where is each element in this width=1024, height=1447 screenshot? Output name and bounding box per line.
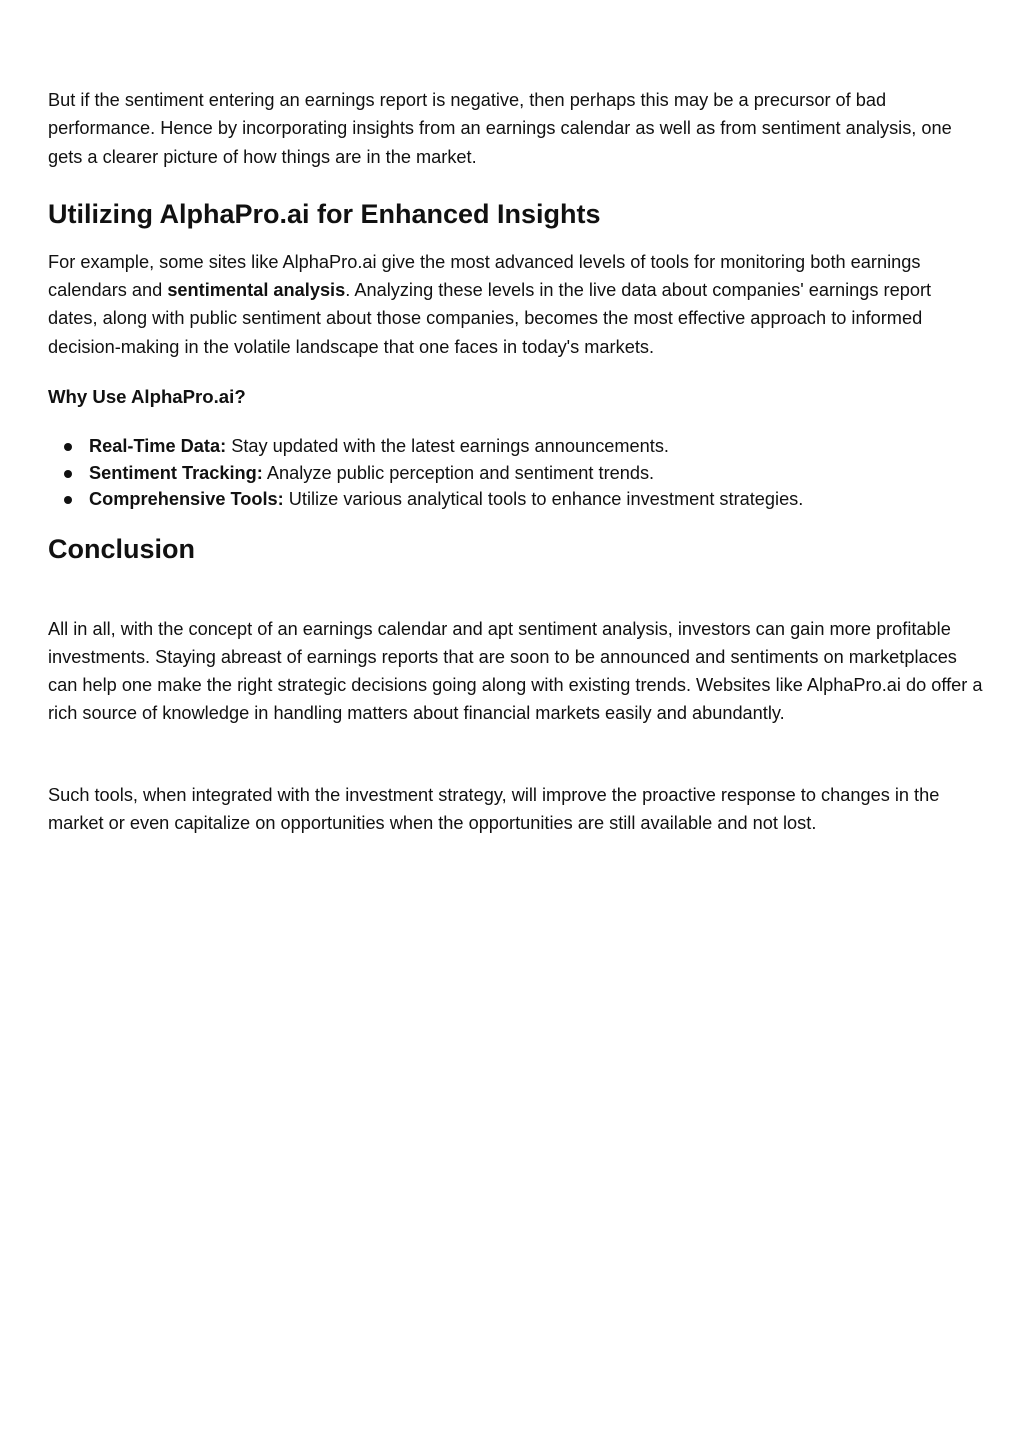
list-item bbox=[48, 433, 983, 460]
document-page bbox=[48, 86, 983, 837]
sentimental-analysis-bold: sentimental analysis bbox=[167, 280, 346, 301]
list-item bbox=[48, 486, 983, 513]
bullet-icon bbox=[64, 443, 72, 451]
alphapro-section-heading: Utilizing AlphaPro.ai for Enhanced Insights bbox=[48, 198, 601, 229]
conclusion-heading: Conclusion bbox=[48, 533, 195, 564]
feature-label: Comprehensive Tools: bbox=[89, 489, 284, 510]
bullet-icon bbox=[64, 496, 72, 504]
feature-label: Real-Time Data: bbox=[89, 436, 227, 457]
conclusion-paragraph-1: All in all, with the concept of an earnings calendar and apt sentiment analysis, investors can gain more profitable investments. Staying abreast of earnings reports that are soon to be announced and sentiments on marketplaces can help one make the right strategic decisions going along with existing trends. Websites like AlphaPro.ai do offer a rich source of knowledge in handling matters about financial markets easily and abundantly. bbox=[48, 618, 983, 724]
conclusion-paragraph-2: Such tools, when integrated with the investment strategy, will improve the proactive response to changes in the market or even capitalize on opportunities when the opportunities are still available and not lost. bbox=[48, 784, 940, 834]
feature-text: Analyze public perception and sentiment trends. bbox=[262, 462, 655, 483]
alphapro-paragraph bbox=[48, 248, 983, 361]
feature-text: Utilize various analytical tools to enhance investment strategies. bbox=[283, 489, 804, 510]
feature-list bbox=[48, 433, 983, 513]
feature-label: Sentiment Tracking: bbox=[89, 462, 263, 483]
intro-paragraph: But if the sentiment entering an earnings report is negative, then perhaps this may be a precursor of bad performance. Hence by incorporating insights from an earnings calendar as well as from sentiment analysis, one gets a clearer picture of how things are in the market. bbox=[48, 90, 952, 167]
bullet-icon bbox=[64, 470, 72, 478]
feature-text: Stay updated with the latest earnings announcements. bbox=[226, 436, 669, 457]
list-item bbox=[48, 460, 983, 487]
alphapro-paragraph-tail: . Analyzing these levels in the live data about companies' earnings report dates, along with public sentiment about those companies, becomes the most effective approach to informed decision-making in the volatile landscape that one faces in today's markets. bbox=[48, 280, 932, 357]
why-use-subheading: Why Use AlphaPro.ai? bbox=[48, 386, 246, 408]
alphapro-paragraph-lead: For example, some sites like AlphaPro.ai give the most advanced levels of tools for monitoring both earnings calendars and bbox=[48, 251, 921, 301]
